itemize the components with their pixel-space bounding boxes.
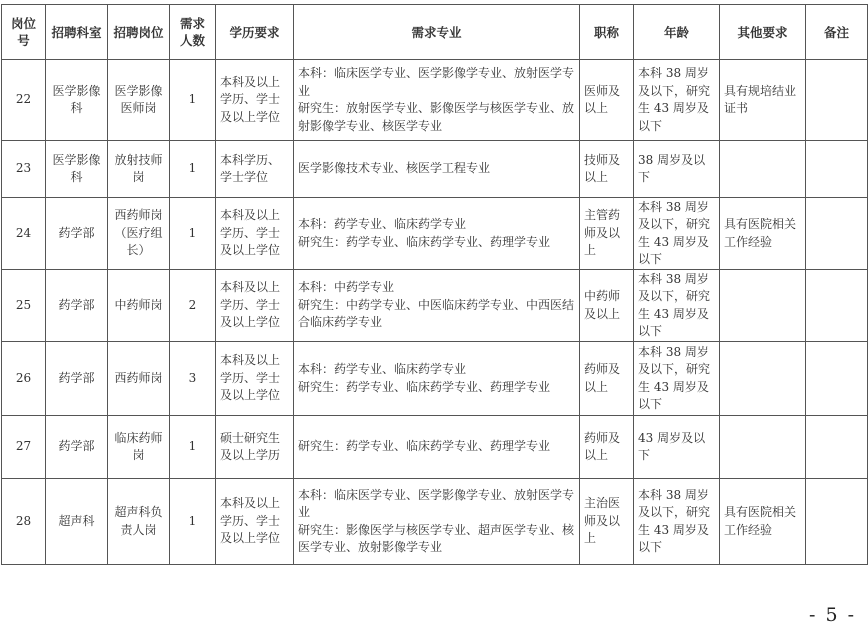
cell-count: 2	[170, 270, 216, 342]
cell-major: 本科：临床医学专业、医学影像学专业、放射医学专业 研究生：放射医学专业、影像医学与核医学专业、放射影像学专业、核医学专业	[294, 60, 580, 141]
cell-department: 药学部	[46, 416, 108, 479]
header-count: 需求人数	[170, 5, 216, 60]
cell-education: 硕士研究生及以上学历	[216, 416, 294, 479]
cell-major: 本科：药学专业、临床药学专业 研究生：药学专业、临床药学专业、药理学专业	[294, 342, 580, 416]
cell-education: 本科及以上学历、学士及以上学位	[216, 479, 294, 565]
cell-count: 1	[170, 141, 216, 198]
cell-title: 药师及以上	[580, 342, 634, 416]
cell-other: 具有医院相关工作经验	[720, 479, 806, 565]
cell-remark	[806, 342, 868, 416]
header-age: 年龄	[634, 5, 720, 60]
header-remark: 备注	[806, 5, 868, 60]
cell-post-no: 26	[2, 342, 46, 416]
cell-age: 本科 38 周岁及以下，研究生 43 周岁及以下	[634, 479, 720, 565]
cell-age: 38 周岁及以下	[634, 141, 720, 198]
cell-education: 本科及以上学历、学士及以上学位	[216, 342, 294, 416]
cell-count: 1	[170, 60, 216, 141]
cell-count: 1	[170, 416, 216, 479]
header-major: 需求专业	[294, 5, 580, 60]
table-row	[2, 416, 868, 479]
cell-age: 本科 38 周岁及以下，研究生 43 周岁及以下	[634, 60, 720, 141]
cell-other: 具有规培结业证书	[720, 60, 806, 141]
table-row	[2, 479, 868, 565]
cell-education: 本科学历、学士学位	[216, 141, 294, 198]
cell-title: 主管药师及以上	[580, 198, 634, 270]
table-row	[2, 270, 868, 342]
cell-other	[720, 141, 806, 198]
cell-post-no: 27	[2, 416, 46, 479]
cell-post-no: 23	[2, 141, 46, 198]
cell-count: 3	[170, 342, 216, 416]
table-row	[2, 198, 868, 270]
cell-post-no: 22	[2, 60, 46, 141]
cell-age: 43 周岁及以下	[634, 416, 720, 479]
cell-age: 本科 38 周岁及以下，研究生 43 周岁及以下	[634, 342, 720, 416]
header-department: 招聘科室	[46, 5, 108, 60]
header-other: 其他要求	[720, 5, 806, 60]
cell-title: 医师及以上	[580, 60, 634, 141]
cell-major: 本科：临床医学专业、医学影像学专业、放射医学专业 研究生：影像医学与核医学专业、超声医学专业、核医学专业、放射影像学专业	[294, 479, 580, 565]
header-education: 学历要求	[216, 5, 294, 60]
cell-position: 中药师岗	[108, 270, 170, 342]
cell-other	[720, 416, 806, 479]
cell-title: 中药师及以上	[580, 270, 634, 342]
cell-education: 本科及以上学历、学士及以上学位	[216, 60, 294, 141]
cell-count: 1	[170, 479, 216, 565]
cell-department: 药学部	[46, 342, 108, 416]
cell-position: 超声科负责人岗	[108, 479, 170, 565]
cell-post-no: 28	[2, 479, 46, 565]
cell-major: 本科：中药学专业 研究生：中药学专业、中医临床药学专业、中西医结合临床药学专业	[294, 270, 580, 342]
cell-title: 技师及以上	[580, 141, 634, 198]
cell-post-no: 25	[2, 270, 46, 342]
cell-major: 本科：药学专业、临床药学专业 研究生：药学专业、临床药学专业、药理学专业	[294, 198, 580, 270]
cell-department: 医学影像科	[46, 60, 108, 141]
table-row	[2, 60, 868, 141]
cell-position: 西药师岗	[108, 342, 170, 416]
cell-other	[720, 270, 806, 342]
header-title: 职称	[580, 5, 634, 60]
cell-count: 1	[170, 198, 216, 270]
cell-education: 本科及以上学历、学士及以上学位	[216, 198, 294, 270]
cell-post-no: 24	[2, 198, 46, 270]
cell-major: 研究生：药学专业、临床药学专业、药理学专业	[294, 416, 580, 479]
cell-remark	[806, 60, 868, 141]
cell-other: 具有医院相关工作经验	[720, 198, 806, 270]
cell-remark	[806, 479, 868, 565]
cell-remark	[806, 141, 868, 198]
header-post-no: 岗位号	[2, 5, 46, 60]
cell-age: 本科 38 周岁及以下，研究生 43 周岁及以下	[634, 198, 720, 270]
recruitment-table	[1, 4, 868, 565]
table-row	[2, 342, 868, 416]
table-row	[2, 141, 868, 198]
cell-remark	[806, 270, 868, 342]
cell-department: 药学部	[46, 270, 108, 342]
cell-department: 超声科	[46, 479, 108, 565]
page-number: - 5 -	[808, 604, 856, 626]
cell-major: 医学影像技术专业、核医学工程专业	[294, 141, 580, 198]
cell-position: 西药师岗（医疗组长）	[108, 198, 170, 270]
cell-department: 药学部	[46, 198, 108, 270]
cell-position: 临床药师岗	[108, 416, 170, 479]
cell-title: 主治医师及以上	[580, 479, 634, 565]
cell-other	[720, 342, 806, 416]
table-header-row	[2, 5, 868, 60]
cell-position: 放射技师岗	[108, 141, 170, 198]
cell-position: 医学影像医师岗	[108, 60, 170, 141]
cell-title: 药师及以上	[580, 416, 634, 479]
header-position: 招聘岗位	[108, 5, 170, 60]
cell-age: 本科 38 周岁及以下，研究生 43 周岁及以下	[634, 270, 720, 342]
cell-education: 本科及以上学历、学士及以上学位	[216, 270, 294, 342]
cell-remark	[806, 416, 868, 479]
cell-department: 医学影像科	[46, 141, 108, 198]
cell-remark	[806, 198, 868, 270]
